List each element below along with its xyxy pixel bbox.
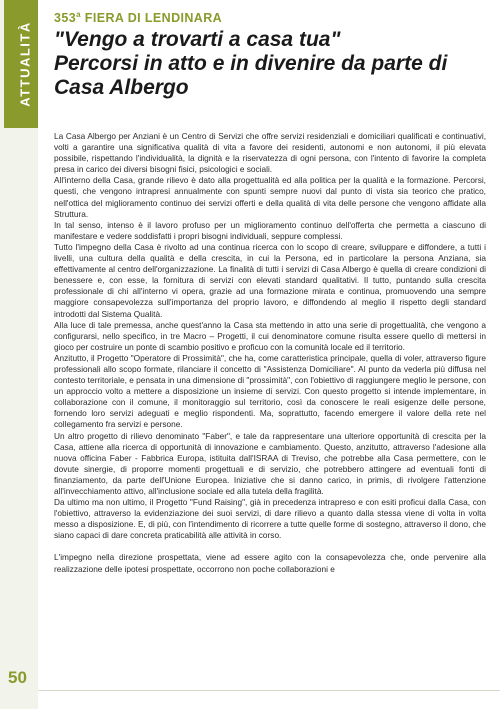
section-tab [4, 0, 38, 128]
paragraph: In tal senso, intenso è il lavoro profuso per un miglioramento continuo dell'offerta che permetta a ciascuno di manifestare e vedere soddisfatti i propri bisogni individuali, seppure complessi. [54, 219, 486, 241]
paragraph: Un altro progetto di rilievo denominato "Faber", e tale da rappresentare una ulteriore opportunità di crescita per la Casa, attiene alla ricerca di opportunità di innovazione e cambiamento. Questo, anzitutto, attraverso l'adesione alla nuova officina Faber - Fabbrica Europa, istituita dall'ISRAA di Treviso, che potrebbe alla Casa permettere, con le dovute sinergie, di proporre momenti progettuali e di servizio, che potrebbero attingere ad eventuali fonti di finanziamento, da parte dell'Unione Europea. Iniziative che si danno carico, in primis, di rivolgere l'attenzione all'invecchiamento attivo, all'inclusione sociale ed alla tutela della fragilità. [54, 430, 486, 496]
article-body [54, 131, 486, 575]
paragraph: Alla luce di tale premessa, anche quest'anno la Casa sta mettendo in atto una serie di progettualità, che vengono a configurarsi, nello specifico, in tre Macro – Progetti, il cui denominatore comune risulta essere quello di mettersi in gioco per costruire un ponte di scambio positivo e proficuo con la comunità locale ed il territorio. [54, 319, 486, 352]
title-quote: "Vengo a trovarti a casa tua" [54, 28, 341, 51]
title-subtitle: Percorsi in atto e in divenire da parte di [54, 52, 448, 75]
paragraph: Tutto l'impegno della Casa è rivolto ad una continua ricerca con lo scopo di creare, sviluppare e diffondere, a tutti i livelli, una cultura della qualità e della crescita, in cui la Persona, ed in particolare la persona Anziana, sia effettivamente al centro dell'organizzazione. La finalità di tutti i servizi di Casa Albergo è quella di creare condizioni di benessere e, con esse, la fornitura di servizi con elevati standard qualitativi. Il tutto, puntando sulla crescita professionale di chi all'interno vi opera, grazie ad una formazione mirata e continua, promuovendo una sempre maggiore consapevolezza sull'importanza del proprio lavoro, e diffondendo al meglio il rispetto degli standard introdotti dal Sistema Qualità. [54, 241, 486, 319]
kicker-number: 353 [54, 11, 77, 26]
title-subject: Casa Albergo [54, 76, 189, 99]
paragraph: La Casa Albergo per Anziani è un Centro di Servizi che offre servizi residenziali e domiciliari qualificati e continuativi, volti a garantire una significativa qualità di vita a favore dei residenti, autonomi e non autonomi, il più elevata possibile, rispettando l'individualità, la dignità e la riservatezza di ogni persona, con l'intento di favorire la completa presa in carico dei diversi bisogni fisici, psicologici e sociali. [54, 131, 486, 175]
article-title [54, 28, 484, 100]
paragraph: Anzitutto, il Progetto "Operatore di Prossimità", che ha, come caratteristica principale, quella di voler, attraverso figure professionali allo scopo formate, rilanciare il concetto di "Assistenza Domiciliare". Al punto da vederla più diffusa nel contesto territoriale, e pensata in una dimensione di "prossimità", con l'obiettivo di raggiungere meglio le persone, con un approccio volto a mettere a disposizione un insieme di servizi. Con questo progetto si intende implementare, in collaborazione con il comune, il monitoraggio sul territorio, così da conoscere le reali esigenze delle persone, fornendo loro servizi adeguati e meglio rispondenti. Ma, soprattutto, facendo emergere il valore della rete nel collegamento fra servizi e persone. [54, 352, 486, 430]
footer-rule [38, 690, 500, 691]
kicker [54, 10, 222, 25]
paragraph: Da ultimo ma non ultimo, il Progetto "Fund Raising", già in precedenza intrapreso e con esiti proficui dalla Casa, con l'obiettivo, attraverso la evidenziazione dei suoi servizi, di dare rilievo a quanto dalla stessa viene di volta in volta messo a disposizione. E, di più, con l'intendimento di ricorrere a tutte quelle forme di sostegno, attraverso il dono, che siano capaci di dare concreta praticabilità alle attività in corso. [54, 497, 486, 541]
section-label: ATTUALITÀ [17, 21, 33, 107]
paragraph: L'impegno nella direzione prospettata, viene ad essere agito con la consapevolezza che, onde pervenire alla realizzazione delle ipotesi prospettate, occorrono non poche collaborazioni e [54, 552, 486, 574]
page-number: 50 [8, 668, 27, 687]
kicker-ordinal: a [76, 10, 81, 19]
kicker-text: FIERA DI LENDINARA [80, 11, 223, 26]
paragraph: All'interno della Casa, grande rilievo è dato alla progettualità ed alla politica per la qualità e la formazione. Percorsi, questi, che vengono intrapresi annualmente con spunti sempre nuovi dal punto di vista sia teorico che pratico, nell'ottica del miglioramento continuo dei servizi offerti e della qualità di vita delle persone che vengono affidate alla Struttura. [54, 175, 486, 219]
